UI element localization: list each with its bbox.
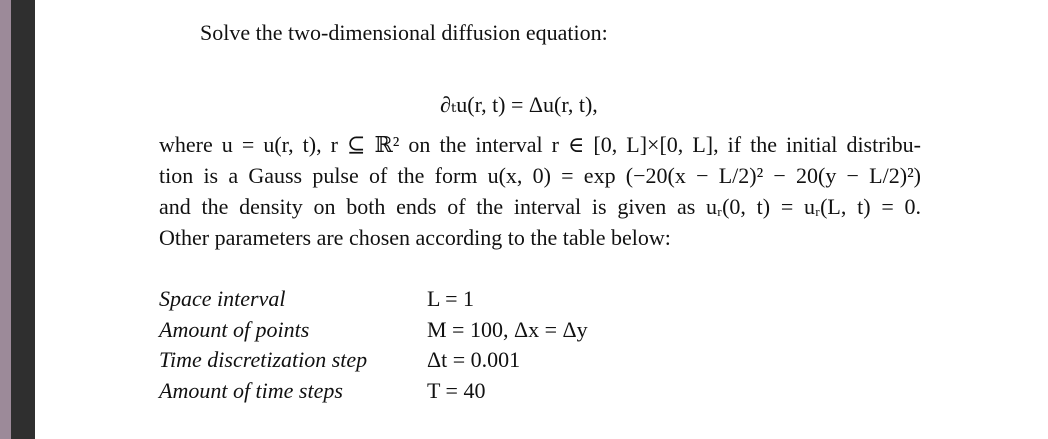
problem-description xyxy=(159,129,921,253)
parameter-name: Space interval xyxy=(159,286,286,311)
window-side-bar xyxy=(0,0,11,439)
window-edge-strip xyxy=(11,0,35,439)
description-line: and the density on both ends of the interval is given as uᵣ(0, t) = uᵣ(L, t) = 0. xyxy=(159,194,921,219)
parameter-row xyxy=(159,314,859,345)
parameter-name: Amount of time steps xyxy=(159,377,343,403)
description-line: where u = u(r, t), r ⊆ ℝ² on the interval r ∈ [0, L]×[0, L], if the initial distribu- xyxy=(159,132,921,157)
parameter-row xyxy=(159,375,859,406)
problem-intro: Solve the two-dimensional diffusion equation: xyxy=(200,20,608,45)
parameter-row xyxy=(159,344,859,375)
diffusion-equation xyxy=(440,89,598,120)
document-page xyxy=(35,0,1048,439)
parameter-name: Time discretization step xyxy=(159,347,368,372)
parameter-value: Δt = 0.001 xyxy=(427,347,521,372)
parameter-table xyxy=(159,283,859,405)
parameter-row xyxy=(159,283,859,314)
description-line: tion is a Gauss pulse of the form u(x, 0) = exp (−20(x − L/2)² − 20(y − L/2)²) xyxy=(159,163,921,188)
parameter-name: Amount of points xyxy=(159,316,310,342)
equation-text: ∂ₜu(r, t) = Δu(r, t), xyxy=(440,92,598,117)
parameter-value: M = 100, Δx = Δy xyxy=(427,316,588,342)
description-line: Other parameters are chosen according to the table below: xyxy=(159,225,671,250)
parameter-value: L = 1 xyxy=(427,286,475,311)
parameter-value: T = 40 xyxy=(427,377,486,403)
